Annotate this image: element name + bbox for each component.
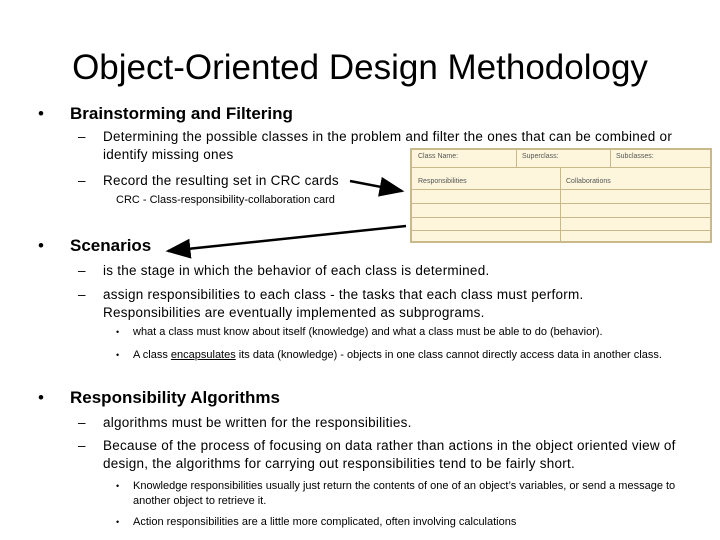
item-2-1: is the stage in which the behavior of each class is determined.: [103, 263, 490, 278]
arrow-to-crc-card: [350, 181, 402, 191]
crc-collaborations-label: Collaborations: [566, 178, 611, 185]
item-3-2: Because of the process of focusing on data rather than actions in the object oriented view of design, the algorithms for carrying out responsibilities tend to be fairly short.: [103, 438, 676, 471]
item-1-2: Record the resulting set in CRC cards: [103, 173, 339, 188]
sub-item-2-b: [133, 348, 673, 363]
dash-3-2: –: [78, 438, 86, 453]
sub-bullet: •: [116, 327, 120, 337]
crc-subclasses-label: Subclasses:: [616, 153, 654, 160]
crc-responsibilities-label: Responsibilities: [418, 178, 467, 185]
heading-scenarios: Scenarios: [70, 236, 152, 255]
slide-title: Object-Oriented Design Methodology: [72, 48, 648, 87]
bullet-2: •: [38, 236, 44, 255]
sub-item-2-a: what a class must know about itself (knowledge) and what a class must be able to do (behavior).: [133, 326, 603, 338]
item-3-1: algorithms must be written for the responsibilities.: [103, 415, 412, 430]
sub-item-2-b-post: its data (knowledge) - objects in one class cannot directly access data in another class.: [235, 349, 662, 361]
sub-item-2-b-em: encapsulates: [170, 349, 236, 361]
crc-superclass-label: Superclass:: [522, 153, 559, 160]
sub-bullet: •: [116, 350, 120, 360]
item-1-1: Determining the possible classes in the problem and filter the ones that can be combined or identify missing ones: [103, 129, 673, 162]
arrow-to-scenarios: [168, 226, 406, 251]
crc-class-name-label: Class Name:: [418, 153, 459, 160]
dash-1-2: –: [78, 173, 86, 188]
sub-bullet: •: [116, 481, 120, 491]
heading-algorithms: Responsibility Algorithms: [70, 388, 281, 407]
sub-bullet: •: [116, 517, 120, 527]
dash-1-1: –: [78, 129, 86, 144]
bullet-3: •: [38, 388, 44, 407]
dash-3-1: –: [78, 415, 86, 430]
item-2-2: assign responsibilities to each class - the tasks that each class must perform. Responsibilities are eventually implemented as subprograms.: [103, 287, 584, 320]
dash-2-2: –: [78, 287, 86, 302]
bullet-1: •: [38, 104, 44, 123]
sub-item-2-b-pre: A class: [133, 349, 171, 361]
heading-brainstorming: Brainstorming and Filtering: [70, 104, 293, 123]
crc-note: CRC - Class-responsibility-collaboration card: [116, 194, 335, 206]
dash-2-1: –: [78, 263, 86, 278]
sub-item-3-b: Action responsibilities are a little more complicated, often involving calculations: [133, 516, 517, 528]
sub-item-3-a: Knowledge responsibilities usually just return the contents of one of an object’s variables, or send a message to another object to retrieve it.: [133, 480, 676, 507]
